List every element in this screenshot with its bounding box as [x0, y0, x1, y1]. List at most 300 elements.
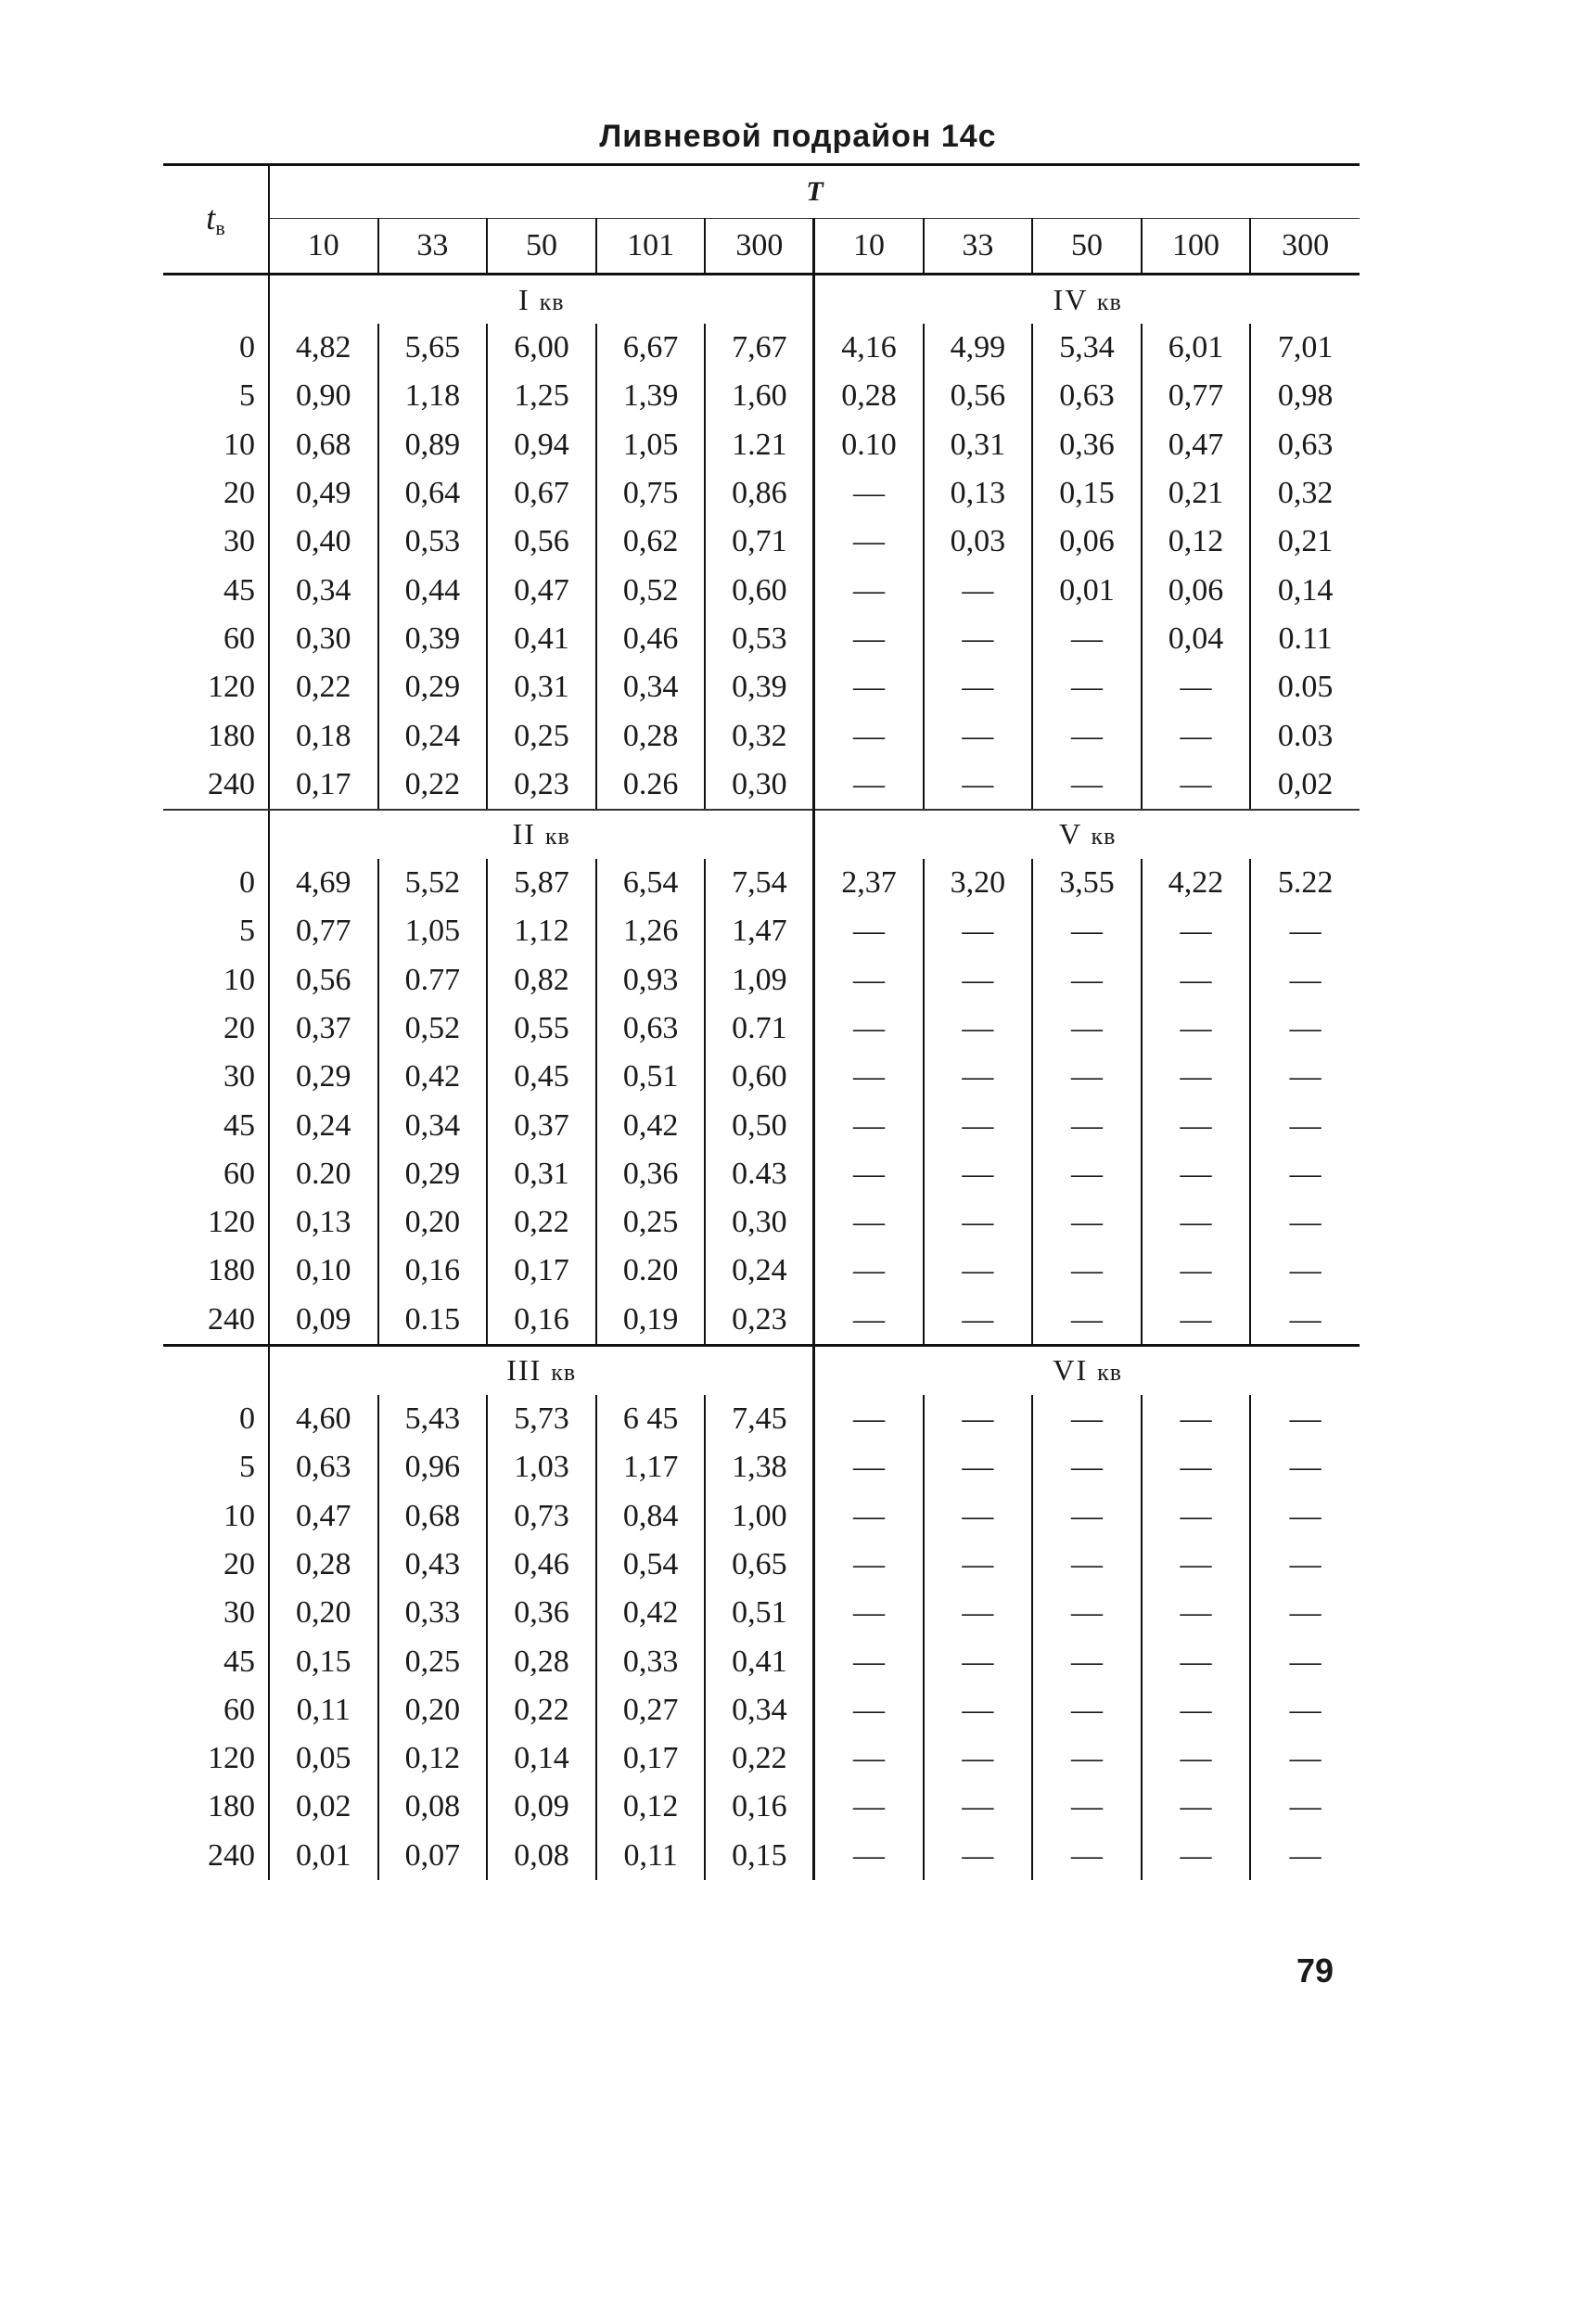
value-cell: —	[1032, 663, 1142, 711]
value-cell: 0,17	[269, 761, 378, 810]
section-left-unit: кв	[539, 288, 565, 315]
value-cell: 0,36	[596, 1150, 706, 1198]
value-cell: —	[1142, 1492, 1251, 1541]
value-cell: —	[1032, 1832, 1142, 1880]
value-cell: 5,52	[378, 859, 488, 907]
value-cell: 0,24	[378, 711, 488, 760]
value-cell: —	[814, 1832, 924, 1880]
duration-cell: 10	[163, 1492, 269, 1541]
value-cell: —	[814, 615, 924, 663]
value-cell: 0,77	[1142, 372, 1251, 420]
value-cell: —	[1032, 1637, 1142, 1685]
value-cell: —	[814, 1637, 924, 1685]
value-cell: —	[1142, 1004, 1251, 1053]
section-right-roman: VI	[1053, 1353, 1089, 1388]
value-cell: 0,05	[269, 1734, 378, 1783]
value-cell: —	[1289, 1107, 1321, 1143]
value-cell: —	[814, 1004, 924, 1053]
table-row	[163, 1443, 1360, 1491]
value-cell: 0,56	[924, 372, 1033, 420]
value-cell: 0,13	[924, 469, 1033, 518]
value-cell: 1,00	[705, 1492, 814, 1541]
period-header-cell: 33	[924, 219, 1033, 275]
section-label-spacer	[163, 810, 269, 859]
value-cell: 0,23	[487, 761, 596, 810]
section-right-unit: кв	[1096, 288, 1122, 315]
value-cell: 0,02	[1250, 761, 1360, 810]
section-left-unit: кв	[544, 823, 570, 851]
value-cell: 0,11	[596, 1832, 706, 1880]
table-row	[163, 1492, 1360, 1541]
value-cell: 1.21	[705, 421, 814, 469]
value-cell: 0,51	[705, 1589, 814, 1637]
rain-intensity-table	[163, 163, 1360, 1880]
section-left-roman: III	[506, 1353, 543, 1388]
section-left-label	[269, 1345, 814, 1395]
value-cell: 0,37	[487, 1101, 596, 1149]
value-cell: 0,21	[1142, 469, 1251, 518]
value-cell: 0,25	[487, 711, 596, 760]
value-cell: —	[1142, 1832, 1251, 1880]
value-cell: 0.77	[378, 956, 488, 1004]
period-header-cell: 101	[596, 219, 706, 275]
value-cell: —	[924, 761, 1033, 810]
value-cell: —	[1032, 907, 1142, 955]
value-cell: 0,09	[269, 1296, 378, 1346]
value-cell: 0,60	[705, 566, 814, 614]
period-header-cell: 33	[378, 219, 488, 275]
table-row	[163, 1150, 1360, 1198]
value-cell: —	[814, 1296, 924, 1346]
value-cell: —	[814, 1443, 924, 1491]
value-cell: —	[924, 1637, 1033, 1685]
value-cell: 0,27	[596, 1686, 706, 1734]
value-cell: —	[1289, 914, 1321, 949]
duration-cell: 120	[163, 663, 269, 711]
value-cell: —	[924, 1686, 1033, 1734]
table-row	[163, 372, 1360, 420]
value-cell: 0,60	[705, 1053, 814, 1101]
value-cell: 6,00	[487, 324, 596, 372]
section-label-spacer	[163, 1345, 269, 1395]
value-cell: 1,09	[705, 956, 814, 1004]
value-cell: 0,73	[487, 1492, 596, 1541]
value-cell: —	[814, 1686, 924, 1734]
value-cell: —	[1289, 1837, 1321, 1873]
value-cell: 0,01	[1032, 566, 1142, 614]
value-cell: 0,43	[378, 1541, 488, 1589]
value-cell: 0,62	[596, 518, 706, 566]
section-left-label	[269, 810, 814, 859]
value-cell: —	[1032, 1247, 1142, 1295]
duration-cell: 30	[163, 1053, 269, 1101]
value-cell: —	[814, 663, 924, 711]
value-cell: —	[924, 1004, 1033, 1053]
value-cell: 0,28	[487, 1637, 596, 1685]
table-row	[163, 1541, 1360, 1589]
value-cell: 1,60	[705, 372, 814, 420]
period-group-header: T	[269, 166, 1360, 219]
value-cell: —	[1142, 1198, 1251, 1247]
value-cell: 0,68	[378, 1492, 488, 1541]
table-row	[163, 1832, 1360, 1880]
value-cell: 0,55	[487, 1004, 596, 1053]
duration-cell: 45	[163, 566, 269, 614]
duration-cell: 10	[163, 956, 269, 1004]
value-cell: —	[924, 1492, 1033, 1541]
value-cell: 0,42	[596, 1589, 706, 1637]
value-cell: 0,63	[596, 1004, 706, 1053]
duration-cell: 60	[163, 615, 269, 663]
value-cell: —	[1289, 1546, 1321, 1581]
value-cell: 0,37	[269, 1004, 378, 1053]
duration-cell: 240	[163, 1832, 269, 1880]
value-cell: —	[924, 1150, 1033, 1198]
value-cell: 0.05	[1277, 670, 1334, 705]
value-cell: 0,36	[1032, 421, 1142, 469]
value-cell: 0,30	[705, 761, 814, 810]
duration-cell: 30	[163, 518, 269, 566]
section-right-label	[814, 275, 1360, 325]
value-cell: 0,10	[269, 1247, 378, 1295]
value-cell: 7,01	[1277, 330, 1334, 365]
value-cell: —	[1142, 1101, 1251, 1149]
page-title: Ливневой подрайон 14с	[599, 119, 997, 154]
value-cell: 0,64	[378, 469, 488, 518]
value-cell: 3,20	[924, 859, 1033, 907]
value-cell: —	[1142, 1247, 1251, 1295]
value-cell: —	[814, 1053, 924, 1101]
table-row	[163, 469, 1360, 518]
value-cell: —	[1142, 663, 1251, 711]
value-cell: 0.43	[705, 1150, 814, 1198]
period-header-cell: 10	[269, 219, 378, 275]
value-cell: 0.11	[1278, 621, 1333, 656]
duration-cell: 240	[163, 761, 269, 810]
value-cell: —	[1289, 1595, 1321, 1631]
duration-cell: 10	[163, 421, 269, 469]
value-cell: 4,16	[814, 324, 924, 372]
value-cell: —	[924, 663, 1033, 711]
value-cell: —	[1032, 761, 1142, 810]
value-cell: 0,14	[487, 1734, 596, 1783]
value-cell: —	[1142, 1541, 1251, 1589]
value-cell: 0,50	[705, 1101, 814, 1149]
value-cell: 1,12	[487, 907, 596, 955]
value-cell: 0,01	[269, 1832, 378, 1880]
value-cell: —	[1032, 1198, 1142, 1247]
value-cell: 0.20	[596, 1247, 706, 1295]
duration-cell: 60	[163, 1150, 269, 1198]
value-cell: —	[1142, 1443, 1251, 1491]
section-right-roman: V	[1059, 817, 1082, 851]
value-cell: —	[1032, 1589, 1142, 1637]
value-cell: —	[814, 1541, 924, 1589]
value-cell: —	[1142, 1734, 1251, 1783]
tb-label: t	[206, 199, 216, 237]
value-cell: 6,01	[1142, 324, 1251, 372]
value-cell: 0,51	[596, 1053, 706, 1101]
value-cell: 0,25	[596, 1198, 706, 1247]
value-cell: —	[1289, 1789, 1321, 1824]
value-cell: —	[924, 1541, 1033, 1589]
value-cell: 0,17	[487, 1247, 596, 1295]
value-cell: —	[924, 1443, 1033, 1491]
value-cell: 0,56	[487, 518, 596, 566]
value-cell: 0,82	[487, 956, 596, 1004]
value-cell: —	[1032, 1492, 1142, 1541]
value-cell: 0,21	[1277, 524, 1334, 559]
value-cell: —	[814, 956, 924, 1004]
section-label-spacer	[163, 275, 269, 325]
table-row	[163, 1637, 1360, 1685]
value-cell: 0,42	[378, 1053, 488, 1101]
value-cell: 1,38	[705, 1443, 814, 1491]
value-cell: 4,99	[924, 324, 1033, 372]
value-cell: 1,25	[487, 372, 596, 420]
value-cell: 0,15	[705, 1832, 814, 1880]
section-left-roman: II	[512, 817, 536, 851]
value-cell: 1,47	[705, 907, 814, 955]
table-row	[163, 1198, 1360, 1247]
value-cell: 0,84	[596, 1492, 706, 1541]
value-cell: —	[1032, 1443, 1142, 1491]
value-cell: 7,54	[705, 859, 814, 907]
value-cell: —	[1142, 761, 1251, 810]
value-cell: 0,12	[1142, 518, 1251, 566]
table-row	[163, 859, 1360, 907]
value-cell: 0,86	[705, 469, 814, 518]
value-cell: —	[814, 469, 924, 518]
value-cell: 0,71	[705, 518, 814, 566]
value-cell: 0,32	[705, 711, 814, 760]
value-cell: 0,53	[378, 518, 488, 566]
value-cell: 0,93	[596, 956, 706, 1004]
table-row	[163, 518, 1360, 566]
value-cell: 0,03	[924, 518, 1033, 566]
value-cell: —	[1289, 1692, 1321, 1727]
value-cell: 0,14	[1277, 572, 1334, 608]
value-cell: 0,04	[1142, 615, 1251, 663]
value-cell: 0,30	[705, 1198, 814, 1247]
value-cell: 0,98	[1277, 378, 1334, 414]
value-cell: 0,24	[269, 1101, 378, 1149]
table-row	[163, 663, 1360, 711]
value-cell: 0,23	[705, 1296, 814, 1346]
value-cell: —	[1289, 1253, 1321, 1288]
value-cell: —	[1142, 907, 1251, 955]
value-cell: 5,87	[487, 859, 596, 907]
table-row	[163, 1395, 1360, 1443]
table-row	[163, 324, 1360, 372]
value-cell: —	[924, 1395, 1033, 1443]
value-cell: —	[1032, 956, 1142, 1004]
value-cell: 0,29	[378, 1150, 488, 1198]
duration-cell: 20	[163, 469, 269, 518]
value-cell: 1,18	[378, 372, 488, 420]
value-cell: 0,34	[269, 566, 378, 614]
value-cell: —	[1142, 1686, 1251, 1734]
value-cell: 0,28	[269, 1541, 378, 1589]
duration-cell: 45	[163, 1101, 269, 1149]
value-cell: 5,65	[378, 324, 488, 372]
value-cell: 0,63	[269, 1443, 378, 1491]
value-cell: 0,32	[1277, 476, 1334, 511]
value-cell: —	[924, 566, 1033, 614]
value-cell: 5,34	[1032, 324, 1142, 372]
value-cell: 0,22	[487, 1198, 596, 1247]
section-label-row	[163, 810, 1360, 859]
value-cell: —	[1142, 1296, 1251, 1346]
value-cell: —	[1289, 1401, 1321, 1437]
table-row	[163, 1734, 1360, 1783]
value-cell: 0,33	[596, 1637, 706, 1685]
value-cell: 0,07	[378, 1832, 488, 1880]
table-row	[163, 1783, 1360, 1831]
value-cell: 0,65	[705, 1541, 814, 1589]
value-cell: 0,22	[705, 1734, 814, 1783]
value-cell: 0.20	[269, 1150, 378, 1198]
value-cell: 0,94	[487, 421, 596, 469]
value-cell: —	[924, 711, 1033, 760]
value-cell: —	[814, 761, 924, 810]
value-cell: 0,31	[487, 1150, 596, 1198]
value-cell: —	[1289, 1205, 1321, 1240]
value-cell: 0.26	[596, 761, 706, 810]
value-cell: 0,44	[378, 566, 488, 614]
duration-cell: 240	[163, 1296, 269, 1346]
value-cell: —	[1032, 1783, 1142, 1831]
value-cell: 0,25	[378, 1637, 488, 1685]
value-cell: 0,22	[378, 761, 488, 810]
value-cell: 0,39	[378, 615, 488, 663]
value-cell: 0,46	[487, 1541, 596, 1589]
value-cell: 0,89	[378, 421, 488, 469]
value-cell: —	[1142, 1150, 1251, 1198]
value-cell: 0,52	[378, 1004, 488, 1053]
period-header-cell: 300	[705, 219, 814, 275]
value-cell: —	[1289, 1059, 1321, 1094]
value-cell: —	[1032, 1296, 1142, 1346]
value-cell: 0,47	[487, 566, 596, 614]
value-cell: 0,15	[1032, 469, 1142, 518]
value-cell: 0,75	[596, 469, 706, 518]
duration-cell: 5	[163, 372, 269, 420]
value-cell: 0,20	[378, 1198, 488, 1247]
value-cell: —	[814, 1734, 924, 1783]
section-right-unit: кв	[1097, 1359, 1123, 1387]
header-row-periods	[163, 219, 1360, 275]
value-cell: —	[814, 518, 924, 566]
duration-cell: 180	[163, 1783, 269, 1831]
value-cell: 0,96	[378, 1443, 488, 1491]
value-cell: —	[1142, 1053, 1251, 1101]
value-cell: 1,39	[596, 372, 706, 420]
value-cell: —	[814, 1247, 924, 1295]
section-right-label	[814, 1345, 1360, 1395]
value-cell: 6,54	[596, 859, 706, 907]
section-label-row	[163, 275, 1360, 325]
duration-cell: 30	[163, 1589, 269, 1637]
value-cell: 0,31	[487, 663, 596, 711]
value-cell: —	[814, 1101, 924, 1149]
value-cell: —	[1142, 711, 1251, 760]
value-cell: 0,24	[705, 1247, 814, 1295]
value-cell: 0,16	[487, 1296, 596, 1346]
value-cell: 0,31	[924, 421, 1033, 469]
value-cell: 7,45	[705, 1395, 814, 1443]
value-cell: 0,42	[596, 1101, 706, 1149]
value-cell: 0.71	[705, 1004, 814, 1053]
value-cell: 6,67	[596, 324, 706, 372]
value-cell: 0,39	[705, 663, 814, 711]
duration-cell: 120	[163, 1198, 269, 1247]
value-cell: 0,29	[378, 663, 488, 711]
value-cell: —	[1289, 1450, 1321, 1485]
value-cell: 0,34	[378, 1101, 488, 1149]
value-cell: —	[814, 1395, 924, 1443]
header-row-1	[163, 166, 1360, 219]
value-cell: 0,63	[1032, 372, 1142, 420]
value-cell: —	[1289, 1498, 1321, 1533]
value-cell: —	[1032, 1150, 1142, 1198]
value-cell: —	[814, 1150, 924, 1198]
value-cell: 1,03	[487, 1443, 596, 1491]
value-cell: 0,19	[596, 1296, 706, 1346]
duration-cell: 20	[163, 1004, 269, 1053]
value-cell: —	[924, 1589, 1033, 1637]
section-left-unit: кв	[551, 1359, 577, 1387]
value-cell: —	[1289, 1741, 1321, 1776]
value-cell: 0,11	[269, 1686, 378, 1734]
value-cell: 0,06	[1032, 518, 1142, 566]
value-cell: 0,46	[596, 615, 706, 663]
duration-cell: 5	[163, 907, 269, 955]
value-cell: —	[814, 1783, 924, 1831]
value-cell: 6 45	[596, 1395, 706, 1443]
value-cell: —	[1032, 1004, 1142, 1053]
value-cell: —	[814, 1492, 924, 1541]
value-cell: 0,12	[378, 1734, 488, 1783]
value-cell: —	[814, 1589, 924, 1637]
value-cell: 0,30	[269, 615, 378, 663]
value-cell: 4,22	[1142, 859, 1251, 907]
value-cell: 4,60	[269, 1395, 378, 1443]
value-cell: 0,20	[269, 1589, 378, 1637]
value-cell: 0,41	[487, 615, 596, 663]
table-row	[163, 1101, 1360, 1149]
value-cell: —	[1289, 962, 1321, 997]
page-number: 79	[1296, 1951, 1334, 1990]
tb-header-cell	[163, 166, 269, 275]
duration-cell: 20	[163, 1541, 269, 1589]
value-cell: —	[924, 956, 1033, 1004]
duration-cell: 180	[163, 1247, 269, 1295]
value-cell: 5,73	[487, 1395, 596, 1443]
value-cell: 0,06	[1142, 566, 1251, 614]
duration-cell: 180	[163, 711, 269, 760]
value-cell: 0,28	[814, 372, 924, 420]
value-cell: 0,29	[269, 1053, 378, 1101]
value-cell: 0,56	[269, 956, 378, 1004]
value-cell: —	[814, 711, 924, 760]
table-row	[163, 421, 1360, 469]
value-cell: —	[924, 1734, 1033, 1783]
duration-cell: 5	[163, 1443, 269, 1491]
value-cell: —	[814, 566, 924, 614]
period-header-cell: 100	[1142, 219, 1251, 275]
value-cell: 0,15	[269, 1637, 378, 1685]
